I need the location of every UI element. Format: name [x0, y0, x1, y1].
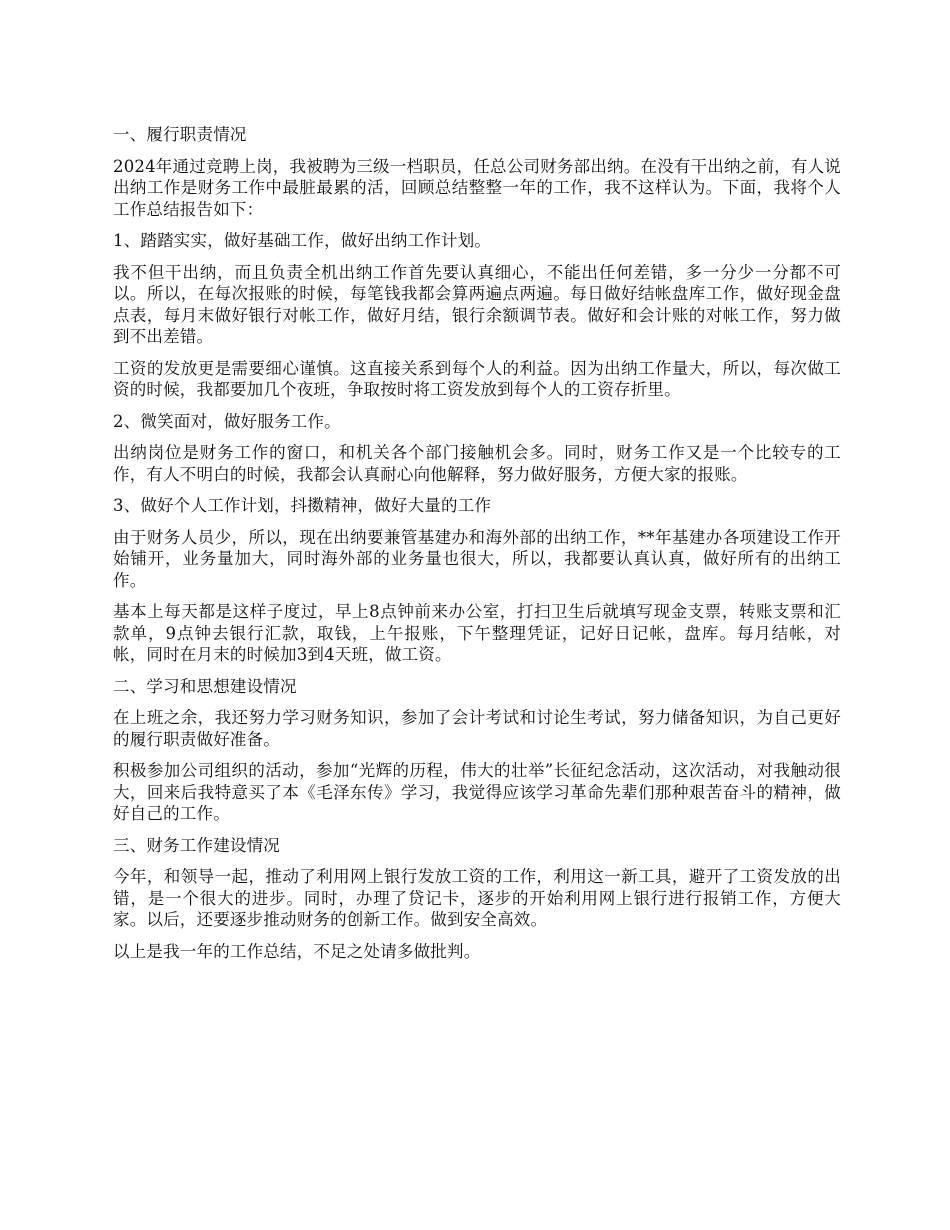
- subheading-service: 2、微笑面对，做好服务工作。: [113, 411, 341, 431]
- subheading-basic-work: 1、踏踏实实，做好基础工作，做好出纳工作计划。: [113, 231, 492, 250]
- document-body: [113, 124, 841, 972]
- section-heading-duties: 一、履行职责情况: [113, 125, 247, 144]
- section-heading-study: 二、学习和思想建设情况: [113, 676, 297, 696]
- paragraph-service: 出纳岗位是财务工作的窗口，和机关各个部门接触机会多。同时，财务工作又是一个比较专的工作，有人不明白的时候，我都会认真耐心向他解释，努力做好服务，方便大家的报账。: [113, 443, 841, 484]
- paragraph-activities: 积极参加公司组织的活动，参加“光辉的历程，伟大的壮举”长征纪念活动，这次活动，对我触动很大，回来后我特意买了本《毛泽东传》学习，我觉得应该学习革命先辈们那种艰苦奋斗的精神，做好自己的工作。: [113, 761, 841, 823]
- paragraph-online-banking: 今年，和领导一起，推动了利用网上银行发放工资的工作，利用这一新工具，避开了工资发放的出错，是一个很大的进步。同时，办理了贷记卡，逐步的开始利用网上银行进行报销工作，方便大家。以后，还要逐步推动财务的创新工作。做到安全高效。: [113, 867, 841, 929]
- paragraph-study: 在上班之余，我还努力学习财务知识，参加了会计考试和讨论生考试，努力储备知识，为自己更好的履行职责做好准备。: [113, 708, 841, 749]
- paragraph-intro: 2024年通过竞聘上岗，我被聘为三级一档职员，任总公司财务部出纳。在没有干出纳之前，有人说出纳工作是财务工作中最脏最累的活，回顾总结整整一年的工作，我不这样认为。下面，我将个人工作总结报告如下：: [113, 156, 841, 219]
- paragraph-workload: 由于财务人员少，所以，现在出纳要兼管基建办和海外部的出纳工作，**年基建办各项建设工作开始铺开，业务量加大，同时海外部的业务量也很大，所以，我都要认真认真，做好所有的出纳工作。: [113, 527, 841, 590]
- paragraph-salary: 工资的发放更是需要细心谨慎。这直接关系到每个人的利益。因为出纳工作量大，所以，每次做工资的时候，我都要加几个夜班，争取按时将工资发放到每个人的工资存折里。: [113, 358, 841, 399]
- paragraph-closing: 以上是我一年的工作总结，不足之处请多做批判。: [113, 941, 481, 961]
- paragraph-daily-routine: 基本上每天都是这样子度过，早上8点钟前来办公室，打扫卫生后就填写现金支票，转账支票和汇款单，9点钟去银行汇款，取钱，上午报账，下午整理凭证，记好日记帐，盘库。每月结帐，对帐，同时在月末的时候加3到4天班，做工资。: [113, 602, 841, 664]
- section-heading-finance-building: 三、财务工作建设情况: [113, 835, 280, 855]
- paragraph-cashier-duties: 我不但干出纳，而且负责全机出纳工作首先要认真细心，不能出任何差错，多一分少一分都不可以。所以，在每次报账的时候，每笔钱我都会算两遍点两遍。每日做好结帐盘库工作，做好现金盘点表，每月末做好银行对帐工作，做好月结，银行余额调节表。做好和会计账的对帐工作，努力做到不出差错。: [113, 262, 841, 346]
- subheading-work-plan: 3、做好个人工作计划，抖擞精神，做好大量的工作: [113, 496, 492, 515]
